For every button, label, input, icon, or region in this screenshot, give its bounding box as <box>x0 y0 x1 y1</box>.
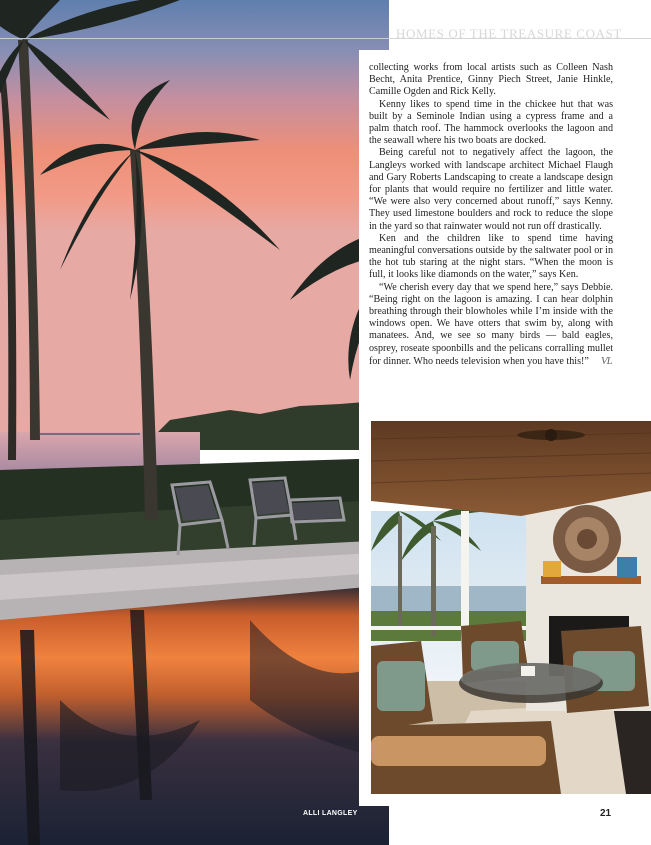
lanai-photo <box>371 421 651 794</box>
article-paragraph: Being careful not to negatively affect the lagoon, the Langleys worked with landscape architect Michael Flaugh and Gary Roberts Landscaping to create a landscape design for plants that would require no fertilizer and little water. “We were also very concerned about runoff,” says Kenny. They used limestone boulders and rock to reduce the slope in the yard so that rainwater would not run off drastically. <box>369 147 613 232</box>
article-body <box>369 62 613 368</box>
article-paragraph-text: “We cherish every day that we spend here,” says Debbie. “Being right on the lagoon is amazing. I can hear dolphin breathing through their blowholes while I’m inside with the windows open. We have otters that swim by, along with manatees. And, we see so many birds — bald eagles, osprey, roseate spoonbills and the pelicans corralling mullet for dinner. Who needs television when you have this!” <box>369 281 613 367</box>
article-paragraph: Ken and the children like to spend time having meaningful conversations outside by the saltwater pool or in the hot tub staring at the night stars. “When the moon is full, it looks like diamonds on the water,” says Ken. <box>369 232 613 281</box>
end-mark-logo: VL <box>600 354 612 367</box>
page-number: 21 <box>600 808 612 819</box>
running-head: HOMES OF THE TREASURE COAST <box>396 26 622 41</box>
article-paragraph: Kenny likes to spend time in the chickee hut that was built by a Seminole Indian using a cypress frame and a palm thatch roof. The hammock overlooks the lagoon and the seawall where his two boats are docked. <box>369 98 613 147</box>
article-paragraph-last <box>369 282 613 368</box>
photo-credit: ALLI LANGLEY <box>303 810 358 817</box>
article-paragraph: collecting works from local artists such as Colleen Nash Becht, Anita Prentice, Ginny Piech Street, Janie Hinkle, Camille Ogden and Rick Kelly. <box>369 62 613 98</box>
